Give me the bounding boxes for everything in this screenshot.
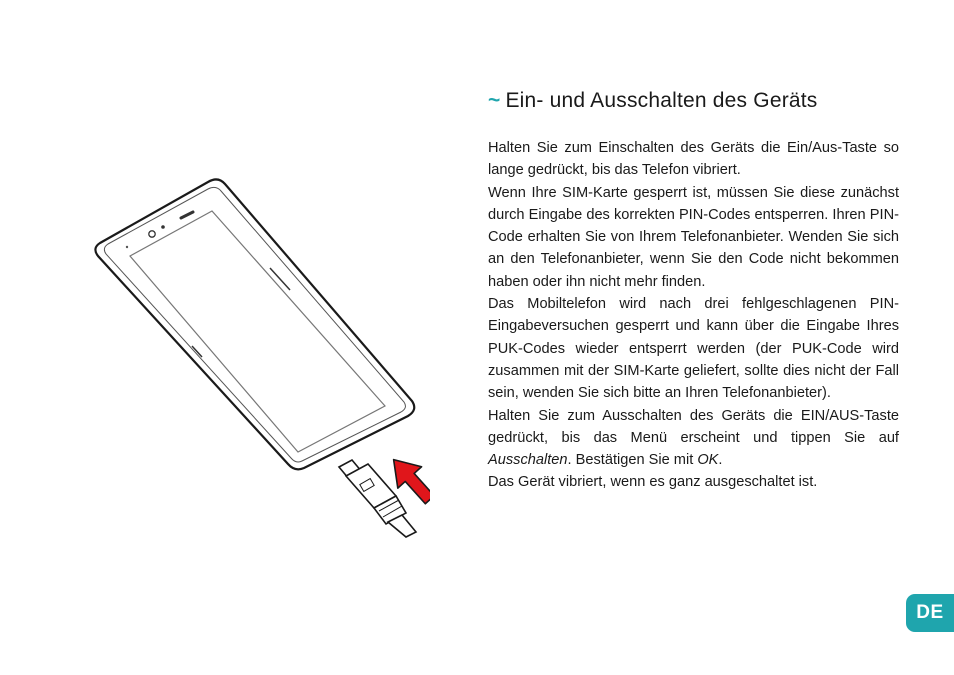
ausschalten-term: Ausschalten	[488, 452, 568, 469]
paragraph-power-off: Halten Sie zum Ausschalten des Geräts die EIN/AUS-Taste gedrückt, bis das Menü erscheint und tippen Sie auf Ausschalten. Bestätigen Sie mit OK.	[488, 407, 899, 469]
section-heading	[488, 86, 908, 116]
instructions-text	[488, 137, 899, 494]
heading-title: Ein- und Ausschalten des Geräts	[505, 89, 818, 112]
heading-bullet: ~	[488, 89, 501, 112]
phone-with-usb-cable-image	[90, 170, 430, 540]
phone-charging-illustration	[90, 170, 430, 540]
paragraph-sim-locked: Wenn Ihre SIM-Karte gesperrt ist, müssen Sie diese zunächst durch Eingabe des korrekten PIN-Codes entsperren. Ihren PIN-Code erhalten Sie von Ihrem Telefonanbieter. Wenden Sie sich an den Telefonanbieter, wenn Sie den Code nicht bekommen haben oder ihn nicht mehr finden.	[488, 184, 899, 290]
paragraph-puk: Das Mobiltelefon wird nach drei fehlgeschlagenen PIN-Eingabeversuchen gesperrt und kann über die Eingabe Ihres PUK-Codes wieder entsperrt werden (der PUK-Code wird zusammen mit der SIM-Karte geliefert, sollte dies nicht der Fall sein, wenden Sie sich bitte an Ihren Telefonanbieter).	[488, 296, 899, 402]
paragraph-power-on: Halten Sie zum Einschalten des Geräts die Ein/Aus-Taste so lange gedrückt, bis das Telefon vibriert.	[488, 140, 899, 179]
phone-body	[95, 179, 414, 469]
ok-term: OK	[697, 452, 719, 469]
paragraph-vibrate: Das Gerät vibriert, wenn es ganz ausgeschaltet ist.	[488, 474, 818, 491]
language-badge: DE	[906, 594, 954, 632]
